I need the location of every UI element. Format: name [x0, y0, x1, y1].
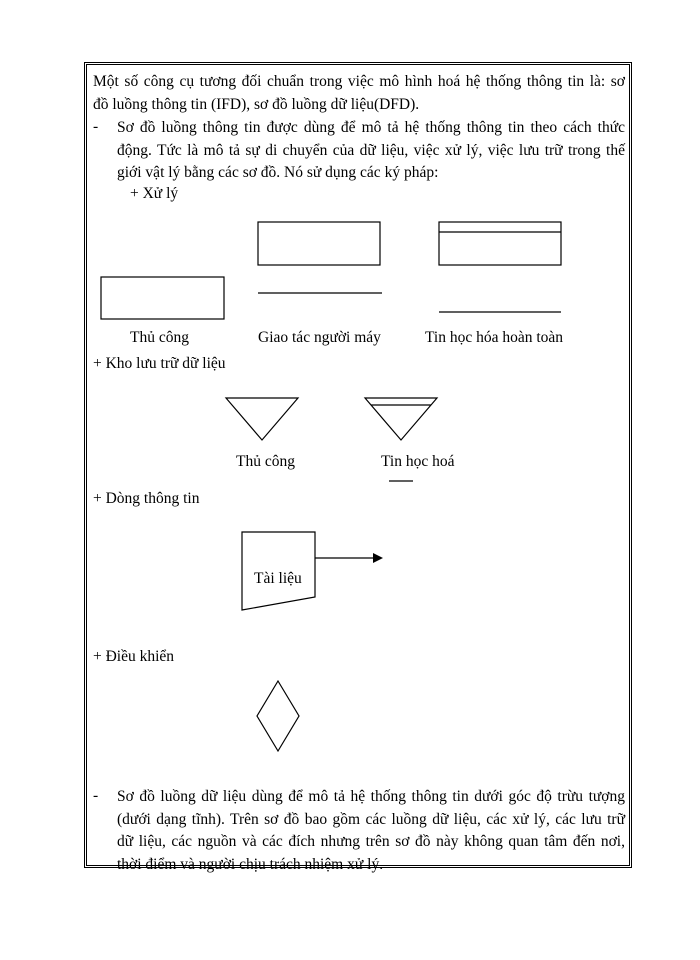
processing-heading: + Xử lý [130, 185, 179, 202]
processing-computerized-label: Tin học hóa hoàn toàn [425, 329, 564, 346]
ifd-line-1: Sơ đồ luồng thông tin được dùng để mô tả hệ thống thông tin theo cách thức [117, 119, 625, 136]
dfd-line-3: dữ liệu, các nguồn và các đích nhưng trên sơ đồ này không quan tâm đến nơi, [117, 833, 625, 850]
ifd-bullet: - [93, 118, 99, 135]
storage-computerized-label: Tin học hoá [381, 453, 455, 470]
manual-process-rect [101, 277, 224, 319]
human-machine-process-rect [258, 222, 380, 265]
intro-line-2: đồ luồng thông tin (IFD), sơ đồ luồng dữ liệu(DFD). [93, 95, 420, 113]
computerized-process-rect [439, 222, 561, 265]
ifd-line-2: động. Tức là mô tả sự di chuyển của dữ liệu, việc xử lý, việc lưu trữ trong thế [117, 141, 625, 159]
dfd-line-4: thời điểm và người chịu trách nhiệm xử lý. [117, 855, 384, 873]
storage-heading: + Kho lưu trữ dữ liệu [93, 355, 226, 372]
processing-human-machine-label: Giao tác người máy [258, 329, 381, 346]
flow-arrowhead-icon [373, 553, 383, 563]
control-heading: + Điều khiển [93, 648, 175, 665]
processing-manual-label: Thủ công [130, 329, 189, 346]
dfd-bullet: - [93, 787, 99, 804]
document-label: Tài liệu [254, 570, 302, 587]
dfd-line-2: (dưới dạng tĩnh). Trên sơ đồ bao gồm các luồng dữ liệu, các xử lý, các lưu trữ [117, 810, 625, 828]
control-diamond [257, 681, 299, 751]
storage-manual-label: Thủ công [236, 453, 295, 470]
ifd-line-3: giới vật lý bằng các sơ đồ. Nó sử dụng các ký pháp: [117, 164, 439, 181]
computerized-storage-triangle [365, 398, 437, 440]
document-shape [242, 532, 315, 610]
intro-line-1: Một số công cụ tương đối chuẩn trong việc mô hình hoá hệ thống thông tin là: sơ [93, 73, 625, 90]
flow-heading: + Dòng thông tin [93, 490, 200, 507]
dfd-line-1: Sơ đồ luồng dữ liệu dùng để mô tả hệ thống thông tin dưới góc độ trừu tượng [117, 788, 625, 805]
manual-storage-triangle [226, 398, 298, 440]
